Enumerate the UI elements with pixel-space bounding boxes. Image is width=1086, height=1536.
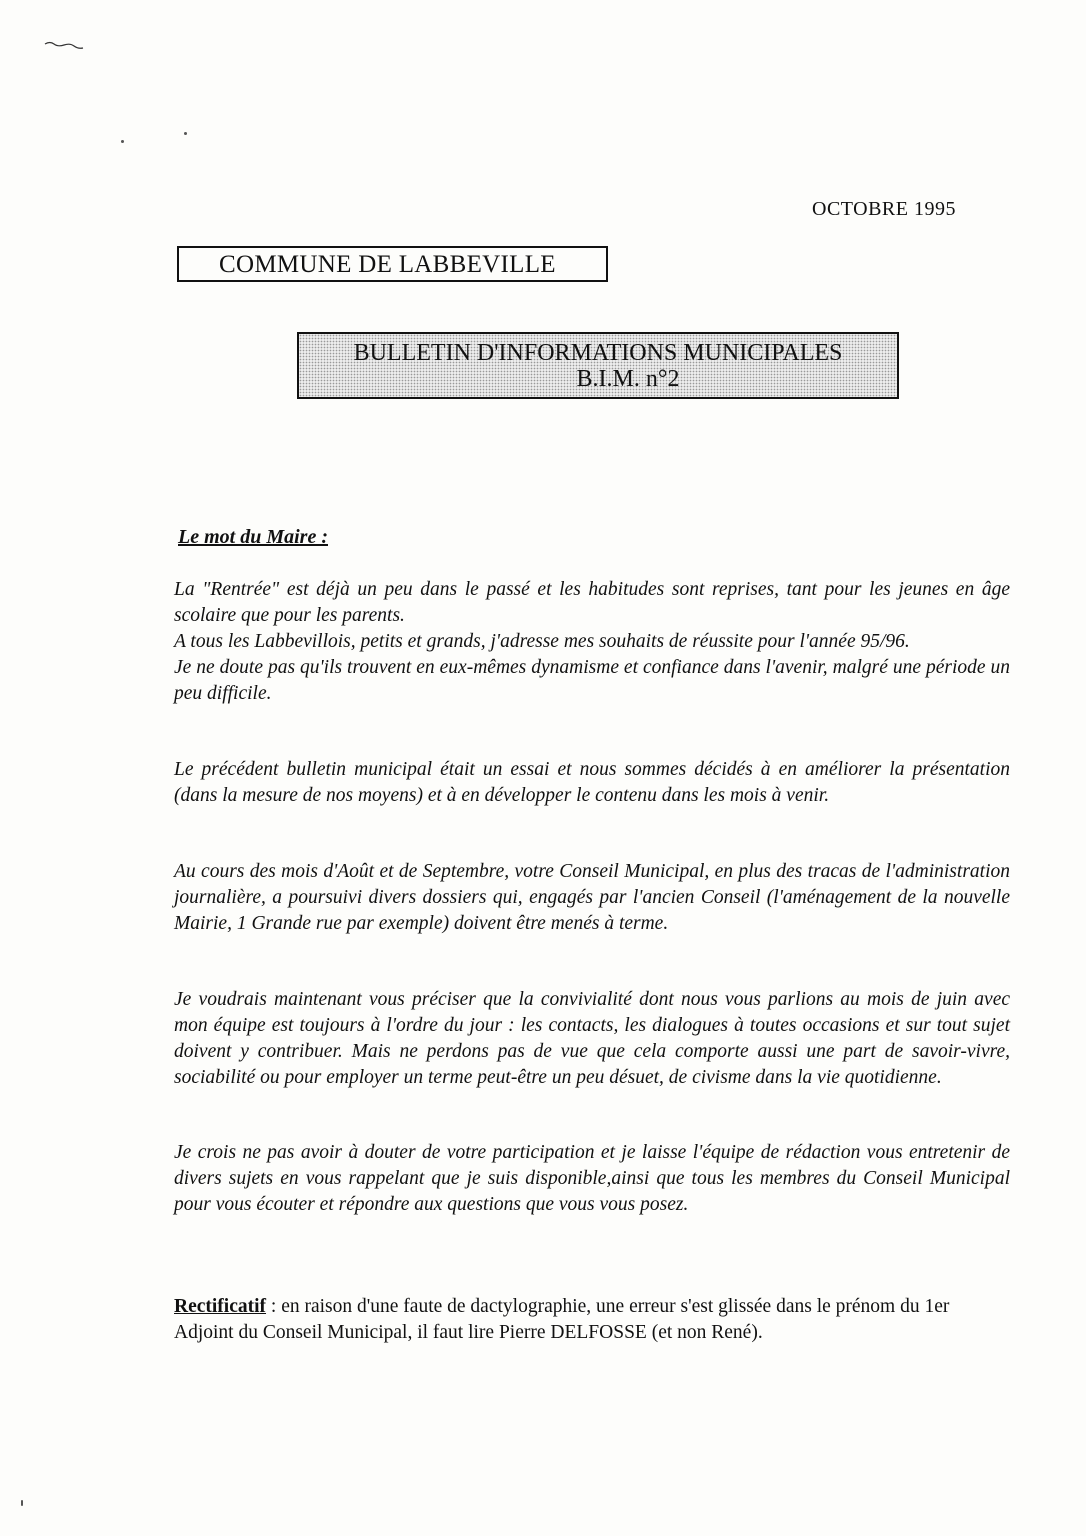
rectificatif-note xyxy=(174,1294,1010,1346)
bulletin-title: BULLETIN D'INFORMATIONS MUNICIPALES xyxy=(353,340,843,366)
mayor-paragraph: La "Rentrée" est déjà un peu dans le passé et les habitudes sont reprises, tant pour les jeunes en âge scolaire que pour les parents. xyxy=(174,579,1010,626)
mayor-paragraph: Je crois ne pas avoir à douter de votre participation et je laisse l'équipe de rédaction vous entretenir de divers sujets en vous rappelant que je suis disponible,ainsi que tous les membres du Conseil Municipal pour vous écouter et répondre aux questions que vous vous posez. xyxy=(174,1142,1010,1215)
scan-speck xyxy=(184,132,187,135)
mayor-paragraph: Je voudrais maintenant vous préciser que la convivialité dont nous vous parlions au mois de juin avec mon équipe est toujours à l'ordre du jour : les contacts, les dialogues à toutes occasions et sur tout sujet doivent y contribuer. Mais ne perdons pas de vue que cela comporte aussi une part de savoir-vivre, sociabilité ou pour employer un terme peut-être un peu désuet, de civisme dans la vie quotidienne. xyxy=(174,989,1010,1088)
mayor-paragraph: A tous les Labbevillois, petits et grands, j'adresse mes souhaits de réussite pour l'année 95/96. xyxy=(174,631,910,652)
commune-title: COMMUNE DE LABBEVILLE xyxy=(219,251,556,278)
mayor-paragraph: Le précédent bulletin municipal était un essai et nous sommes décidés à en améliorer la présentation (dans la mesure de nos moyens) et à en développer le contenu dans les mois à venir. xyxy=(174,759,1010,806)
mayor-letter-paragraph-block xyxy=(174,757,1010,835)
mayor-letter-paragraph-block xyxy=(174,859,1010,963)
bulletin-title-box xyxy=(297,332,899,399)
rectificatif-label: Rectificatif xyxy=(174,1296,267,1317)
mayor-paragraph: Au cours des mois d'Août et de Septembre, votre Conseil Municipal, en plus des tracas de l'administration journalière, a poursuivi divers dossiers qui, engagés par l'ancien Conseil (l'aménagement de la nouvelle Mairie, 1 Grande rue par exemple) doivent être menés à terme. xyxy=(174,861,1010,934)
mayor-letter-paragraph-block xyxy=(174,987,1010,1117)
scan-speck xyxy=(121,140,124,143)
issue-date: OCTOBRE 1995 xyxy=(812,198,956,220)
mayor-paragraph: Je ne doute pas qu'ils trouvent en eux-mêmes dynamisme et confiance dans l'avenir, malgré une période un peu difficile. xyxy=(174,657,1010,704)
rectificatif-text: : en raison d'une faute de dactylographie, une erreur s'est glissée dans le prénom du 1er Adjoint du Conseil Municipal, il faut lire Pierre DELFOSSE (et non René). xyxy=(174,1296,950,1343)
bulletin-number: B.I.M. n°2 xyxy=(576,366,680,392)
mayor-letter-paragraph-block xyxy=(174,1140,1010,1244)
mayor-letter-block-1 xyxy=(174,577,1010,707)
scan-speck xyxy=(21,1500,23,1506)
commune-title-box xyxy=(177,246,608,282)
mayor-word-heading: Le mot du Maire : xyxy=(178,526,328,548)
pen-scribble-mark xyxy=(44,40,84,50)
